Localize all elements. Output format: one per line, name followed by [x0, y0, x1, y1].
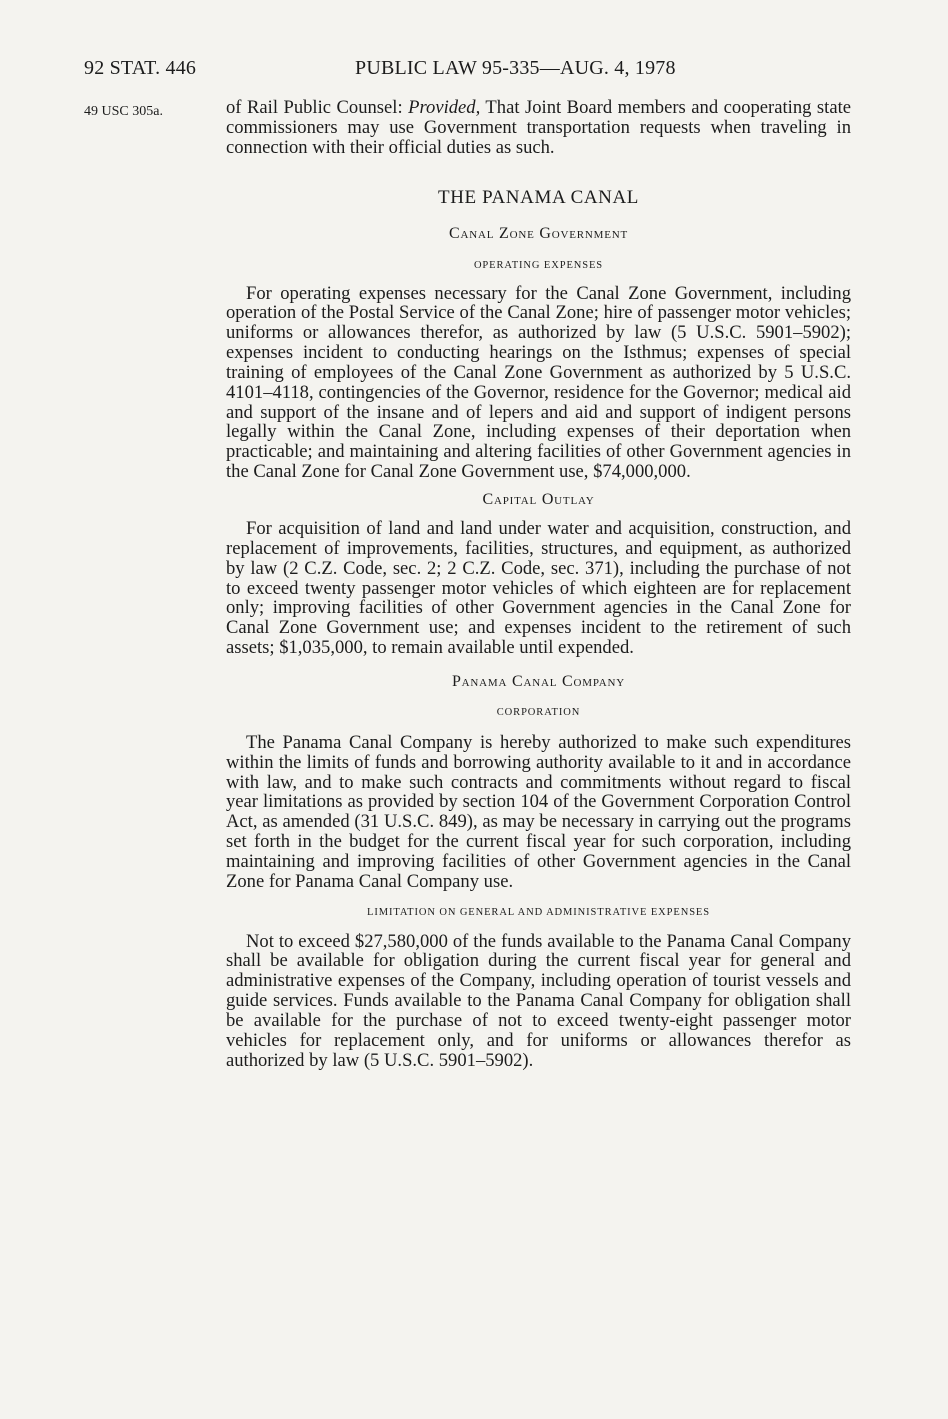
heading-capital-outlay: Capital Outlay — [482, 490, 595, 508]
intro-text-1: of Rail Public Counsel: — [226, 97, 409, 118]
heading-panama-canal-company: Panama Canal Company — [451, 672, 625, 690]
intro-paragraph — [226, 98, 851, 158]
operating-expenses-paragraph: For operating expenses necessary for the Canal Zone Government, including operation of the Postal Service of the Canal Zone; hire of passenger motor vehicles; uniforms or allowances therefor, as authorized by law (5 U.S.C. 5901–5902); expenses incident to conducting hearings on the Isthmus; expenses of special training of employees of the Canal Zone Government as authorized by 5 U.S.C. 4101–4118, contingencies of the Governor, residence for the Governor; medical aid and support of the insane and of lepers and aid and support of indigent persons legally within the Canal Zone, including expenses of their deportation when practicable; and maintaining and altering facilities of other Government agencies in the Canal Zone for Canal Zone Government use, $74,000,000. — [226, 282, 851, 483]
intro-text-2: That Joint Board members and cooperating state commissioners may use Government transportation requests when traveling in connection with their official duties as such. — [226, 97, 851, 158]
section-title: THE PANAMA CANAL — [437, 186, 640, 208]
capital-outlay-paragraph: For acquisition of land and land under water and acquisition, construction, and replacement of improvements, facilities, structures, and equipment, as authorized by law (2 C.Z. Code, sec. 2; 2 C.Z. Code, sec. 371), including the purchase of not to exceed twenty passenger motor vehicles of which eighteen are for replacement only; improving facilities of other Government agencies in the Canal Zone for Canal Zone Government use; and expenses incident to the retirement of such assets; $1,035,000, to remain available until expended. — [226, 517, 851, 659]
margin-citation: 49 USC 305a. — [84, 104, 163, 119]
subheading-limitation: LIMITATION ON GENERAL AND ADMINISTRATIVE EXPENSES — [367, 906, 710, 918]
statute-reference: 92 STAT. 446 — [84, 57, 197, 79]
corporation-paragraph: The Panama Canal Company is hereby authorized to make such expenditures within the limits of funds and borrowing authority available to it and in accordance with law, and to make such contracts and commitments without regard to fiscal year limitations as provided by section 104 of the Government Corporation Control Act, as amended (31 U.S.C. 849), as may be necessary in carrying out the programs set forth in the budget for the current fiscal year for such corporation, including maintaining and improving facilities of other Government agencies in the Canal Zone for Panama Canal Company use. — [226, 731, 851, 892]
limitation-paragraph: Not to exceed $27,580,000 of the funds available to the Panama Canal Company shall be available for obligation during the current fiscal year for general and administrative expenses of the Company, including operation of tourist vessels and guide services. Funds available to the Panama Canal Company for obligation shall be available for the purchase of not to exceed twenty-eight passenger motor vehicles for replacement only, and for uniforms or allowances therefor as authorized by law (5 U.S.C. 5901–5902). — [226, 930, 851, 1071]
subheading-corporation: CORPORATION — [496, 706, 581, 718]
body-column — [226, 98, 851, 1071]
subheading-operating-expenses: OPERATING EXPENSES — [473, 259, 604, 271]
public-law-title: PUBLIC LAW 95-335—AUG. 4, 1978 — [355, 57, 676, 79]
heading-canal-zone-government: Canal Zone Government — [448, 224, 628, 242]
provided-italic: Provided, — [408, 97, 481, 118]
